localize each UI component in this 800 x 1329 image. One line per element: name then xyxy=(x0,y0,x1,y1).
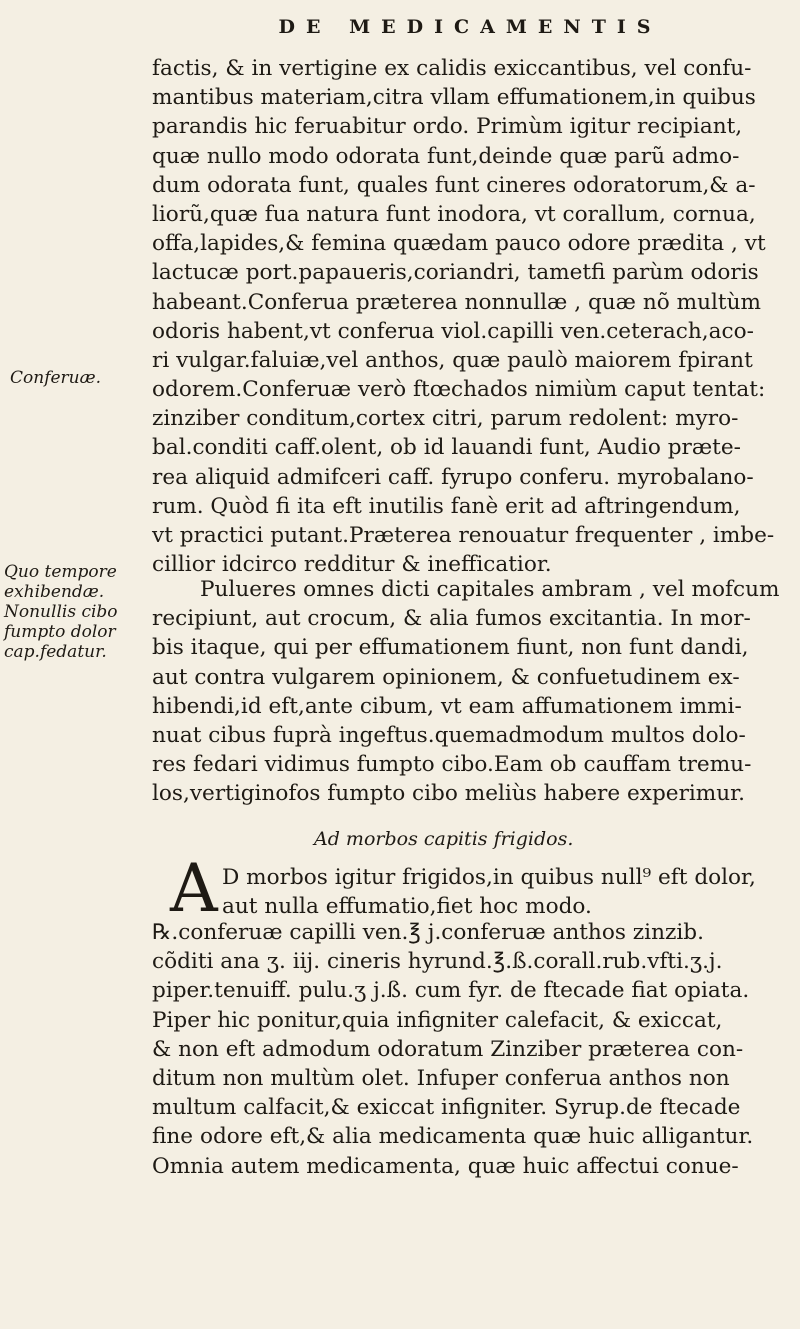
text-line: vt practici putant.Præterea renouatur frequenter , imbe- xyxy=(152,523,775,548)
text-line: ditum non multùm olet. Infuper conferua anthos non xyxy=(152,1065,730,1091)
text-line: multum calfacit,& exiccat infigniter. Syrup.de ftecade xyxy=(152,1095,741,1121)
running-head: DE MEDICAMENTIS xyxy=(278,16,662,38)
text-line: odorem.Conferuæ verò ftœchados nimiùm caput tentat: xyxy=(152,377,766,403)
margin-note-tempore xyxy=(4,562,118,662)
text-line: dum odorata funt, quales funt cineres odoratorum,& a- xyxy=(152,172,756,198)
drop-cap: A xyxy=(170,850,218,927)
text-line: aut contra vulgarem opinionem, & confuetudinem ex- xyxy=(152,664,740,690)
section-heading: Ad morbos capitis frigidos. xyxy=(314,828,574,850)
text-line: aut nulla effumatio,fiet hoc modo. xyxy=(222,894,592,920)
text-line: res fedari vidimus fumpto cibo.Eam ob cauffam tremu- xyxy=(152,752,752,778)
text-line: Pulueres omnes dicti capitales ambram , vel mofcum xyxy=(200,577,780,602)
text-line: bal.conditi caff.olent, ob id lauandi funt, Audio præte- xyxy=(152,435,741,461)
text-line: los,vertiginofos fumpto cibo meliùs habere experimur. xyxy=(152,781,745,807)
text-line: offa,lapides,& femina quædam pauco odore prædita , vt xyxy=(152,231,766,257)
text-line: liorũ,quæ fua natura funt inodora, vt corallum, cornua, xyxy=(152,201,756,227)
text-line: zinziber conditum,cortex citri, parum redolent: myro- xyxy=(152,406,739,432)
text-line: factis, & in vertigine ex calidis exiccantibus, vel confu- xyxy=(152,56,752,81)
margin-note-line: exhibendæ. xyxy=(4,582,105,602)
text-line: ri vulgar.faluiæ,vel anthos, quæ paulò maiorem fpirant xyxy=(152,347,753,373)
text-line: odoris habent,vt conferua viol.capilli ven.ceterach,aco- xyxy=(152,318,754,344)
text-line: rum. Quòd fi ita eft inutilis fanè erit ad aftringendum, xyxy=(152,493,741,519)
text-line: habeant.Conferua præterea nonnullæ , quæ nõ multùm xyxy=(152,289,761,315)
margin-note-line: cap.fedatur. xyxy=(4,642,107,662)
text-line: parandis hic feruabitur ordo. Primùm igitur recipiant, xyxy=(152,114,743,140)
text-line: rea aliquid admifceri caff. fyrupo conferu. myrobalano- xyxy=(152,464,754,490)
text-line: bis itaque, qui per effumationem fiunt, non funt dandi, xyxy=(152,635,749,661)
margin-note-conserua: Conferuæ. xyxy=(10,368,102,388)
text-line: recipiunt, aut crocum, & alia fumos excitantia. In mor- xyxy=(152,606,751,632)
text-block-pulueres xyxy=(152,575,780,809)
margin-note-line: Nonullis cibo xyxy=(4,602,118,622)
text-block-recipe xyxy=(152,918,764,1181)
text-line: ℞.conferuæ capilli ven.℥ j.conferuæ anthos zinzib. xyxy=(152,920,704,945)
text-line: lactucæ port.papaueris,coriandri, tametfi parùm odoris xyxy=(152,260,759,286)
text-line: cõditi ana ʒ. iij. cineris hyrund.℥.ß.corall.rub.vfti.ʒ.j. xyxy=(152,949,723,975)
text-line: cillior idcirco redditur & inefficatior. xyxy=(152,552,552,578)
text-line: mantibus materiam,citra vllam effumationem,in quibus xyxy=(152,85,756,111)
text-line: fine odore eft,& alia medicamenta quæ huic alligantur. xyxy=(152,1124,754,1150)
text-line: quæ nullo modo odorata funt,deinde quæ parũ admo- xyxy=(152,143,740,169)
text-block-main xyxy=(152,54,775,579)
text-line: D morbos igitur frigidos,in quibus null⁹ eft dolor, xyxy=(222,865,756,890)
text-block-ad-morbos xyxy=(222,864,767,922)
text-line: Omnia autem medicamenta, quæ huic affectui conue- xyxy=(152,1153,739,1179)
text-line: piper.tenuiff. pulu.ʒ j.ß. cum fyr. de ftecade fiat opiata. xyxy=(152,978,750,1004)
text-line: hibendi,id eft,ante cibum, vt eam affumationem immi- xyxy=(152,693,742,719)
text-line: & non eft admodum odoratum Zinziber præterea con- xyxy=(152,1036,744,1062)
margin-note-line: Quo tempore xyxy=(4,562,117,582)
text-line: nuat cibus fuprà ingeftus.quemadmodum multos dolo- xyxy=(152,722,746,748)
margin-note-line: fumpto dolor xyxy=(4,622,116,642)
text-line: Piper hic ponitur,quia infigniter calefacit, & exiccat, xyxy=(152,1007,723,1033)
